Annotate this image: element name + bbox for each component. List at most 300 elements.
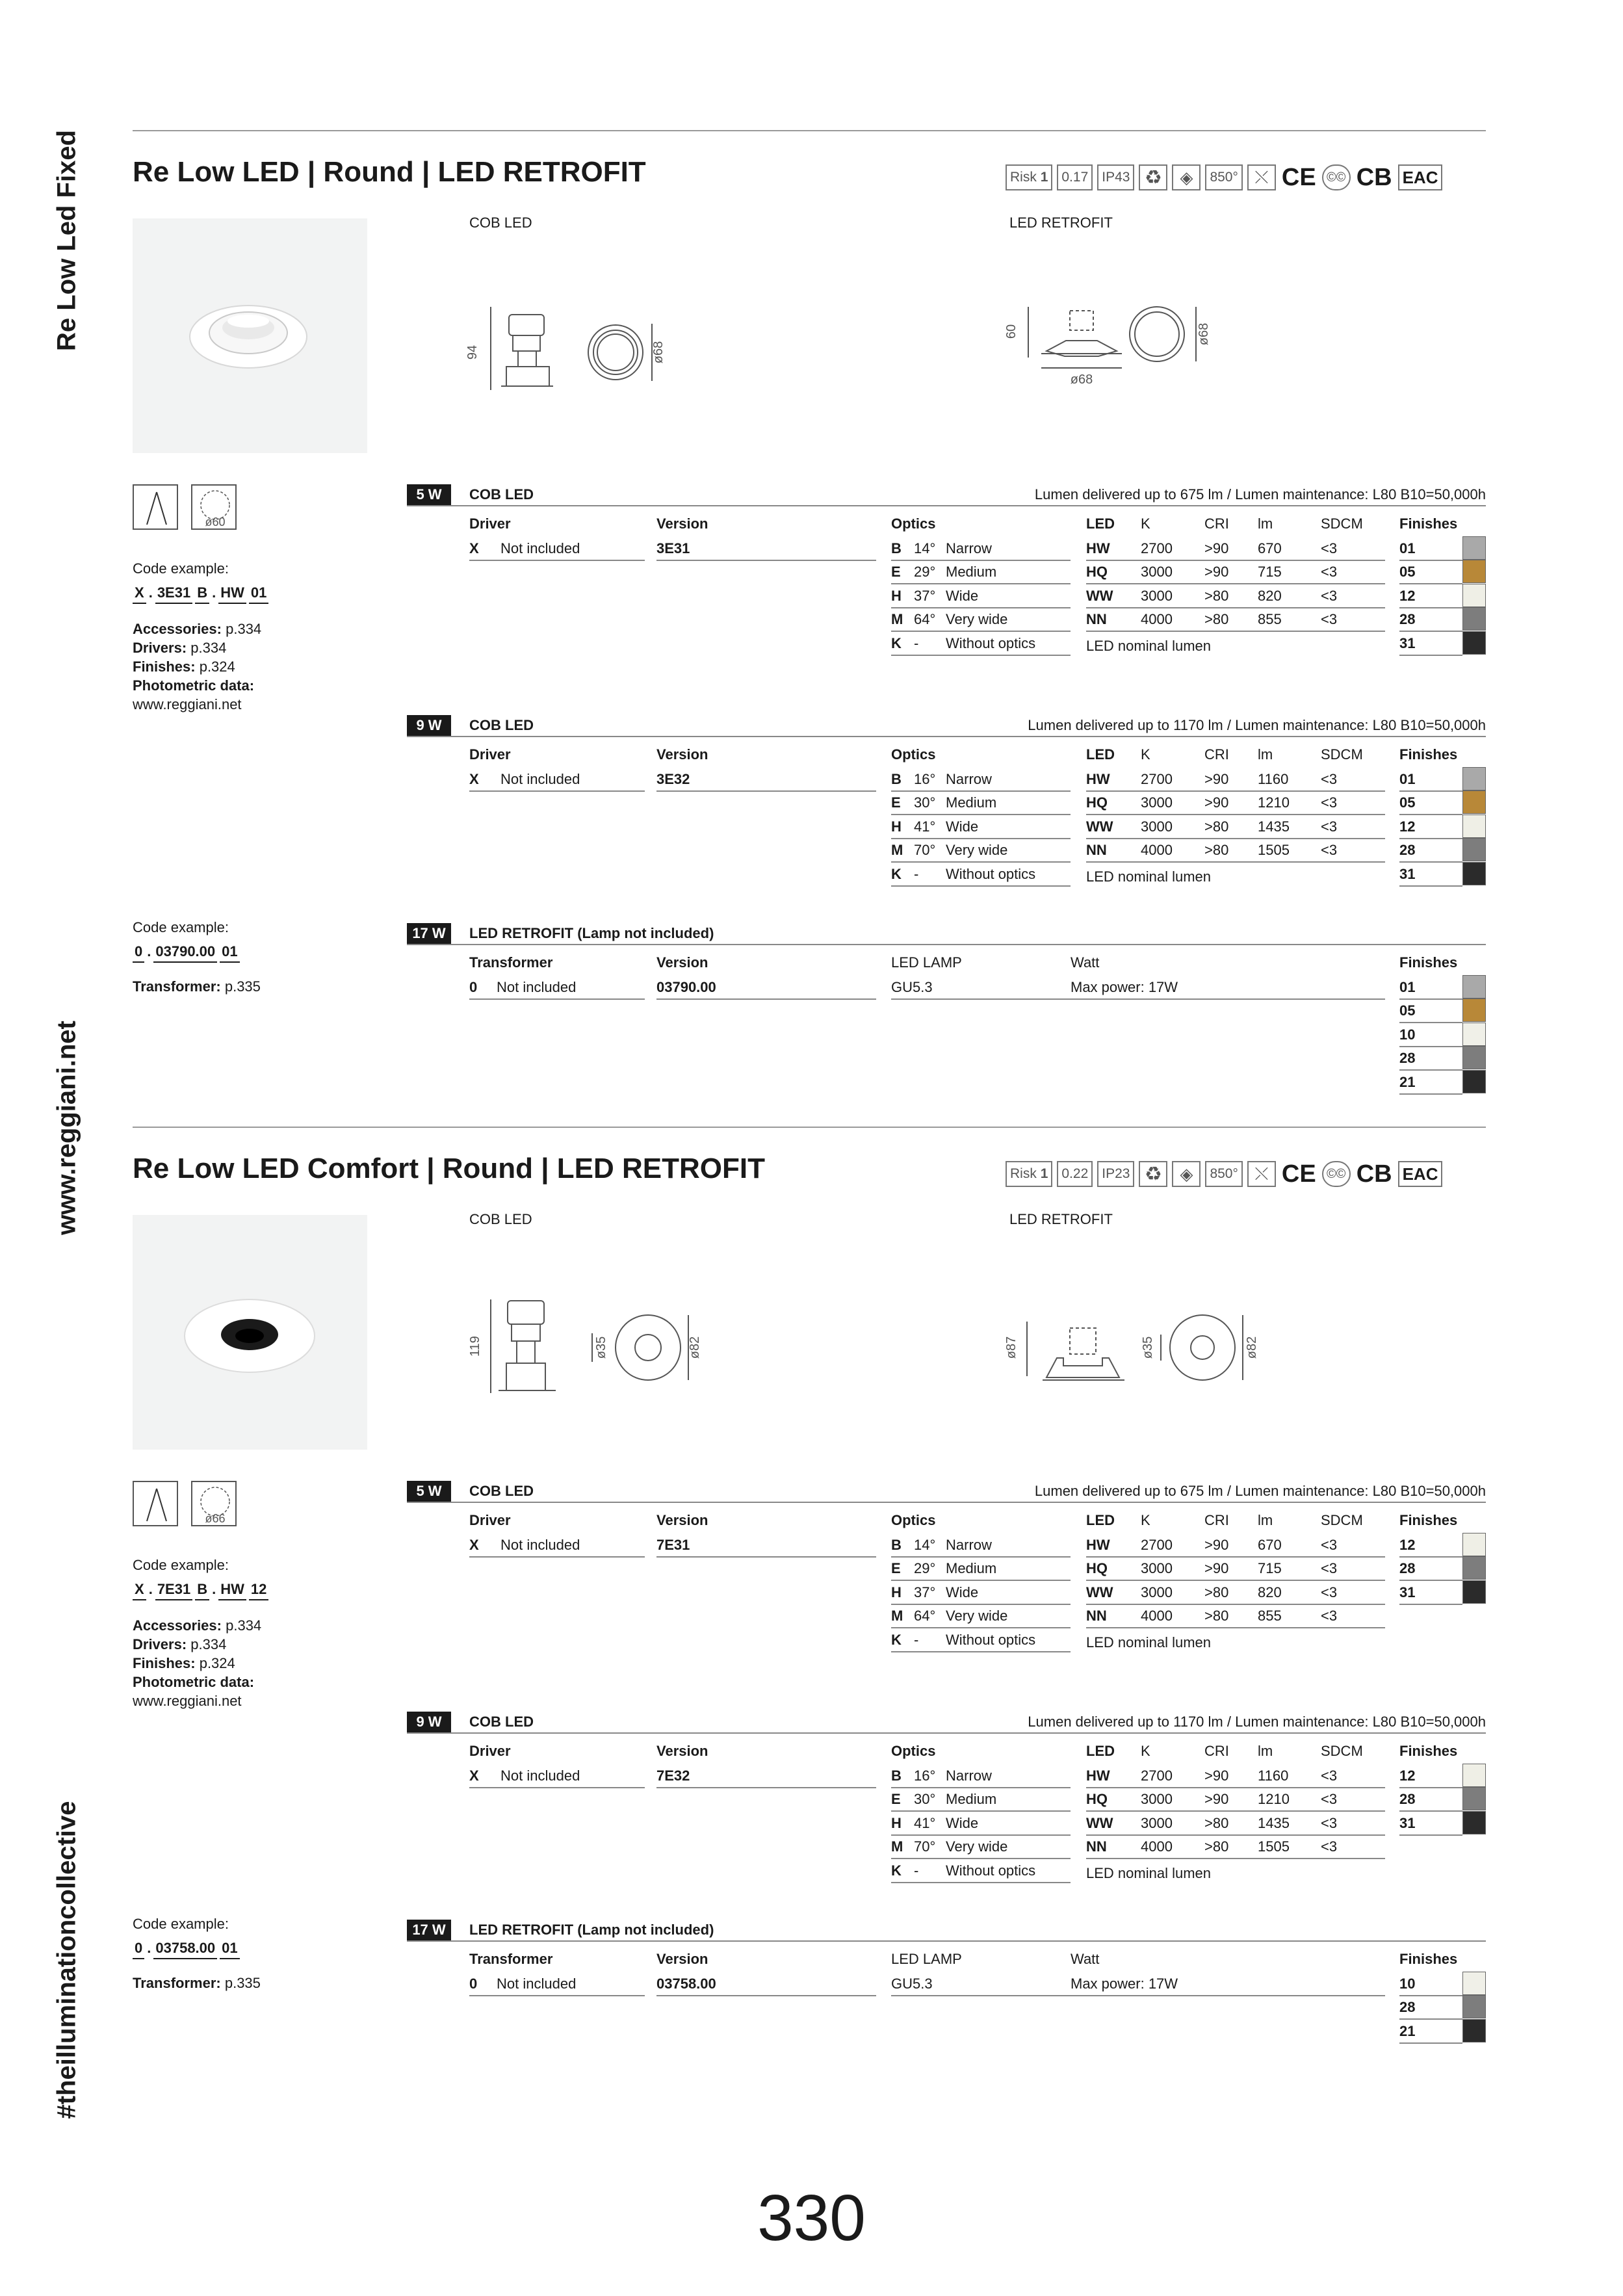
- led-cri: >90: [1204, 1791, 1229, 1808]
- led-code: HW: [1086, 1768, 1110, 1784]
- lamp-underline: [891, 1995, 1071, 1996]
- led-underline: [1086, 1810, 1385, 1812]
- optic-name: Very wide: [946, 1608, 1008, 1624]
- led-lm: 820: [1258, 587, 1282, 604]
- led-lm: 855: [1258, 611, 1282, 628]
- k-header: K: [1141, 1512, 1150, 1528]
- optic-angle: 30°: [914, 1791, 936, 1808]
- temperature-icon: 850°: [1205, 164, 1242, 190]
- finish-swatch: [1462, 1070, 1486, 1093]
- optic-underline: [891, 655, 1071, 656]
- driver-header: Driver: [469, 515, 511, 532]
- optic-underline: [891, 1580, 1071, 1581]
- led-sdcm: <3: [1321, 1838, 1338, 1855]
- wattage-badge: 5 W: [407, 1481, 451, 1502]
- ccc-mark-icon: ©©: [1322, 1161, 1351, 1187]
- sdcm-header: SDCM: [1321, 1743, 1363, 1759]
- optic-angle: 29°: [914, 1560, 936, 1577]
- photometric-website[interactable]: www.reggiani.net: [133, 1693, 242, 1709]
- optic-angle: 30°: [914, 794, 936, 811]
- code-example-label: Code example:: [133, 1916, 229, 1932]
- finish-swatch: [1462, 815, 1486, 838]
- version-underline: [656, 790, 876, 792]
- led-code: HQ: [1086, 794, 1108, 811]
- cob-diagram-label: COB LED: [469, 1211, 532, 1227]
- optics-header: Optics: [891, 1512, 936, 1528]
- reference-links: [133, 620, 268, 714]
- transformer-header: Transformer: [469, 1951, 553, 1967]
- retrofit-outer-dim: ø87: [1004, 1336, 1019, 1359]
- finish-swatch: [1462, 1533, 1486, 1556]
- optic-angle: 41°: [914, 1814, 936, 1831]
- led-underline: [1086, 790, 1385, 792]
- product-title: Re Low LED Comfort | Round | LED RETROFIT: [133, 1153, 765, 1184]
- optic-underline: [891, 1651, 1071, 1652]
- version-underline: [656, 998, 876, 1000]
- power-value: Max power: 17W: [1071, 1976, 1178, 1992]
- retrofit-inner-dim: ø35: [1141, 1336, 1155, 1359]
- led-sdcm: <3: [1321, 1608, 1338, 1624]
- led-lm: 1160: [1258, 771, 1289, 787]
- finish-code: 28: [1399, 842, 1416, 859]
- wattage-badge: 5 W: [407, 484, 451, 505]
- led-underline: [1086, 1834, 1385, 1836]
- driver-underline: [469, 790, 645, 792]
- beam-icons: [133, 484, 237, 530]
- code-segment: 0: [133, 1938, 144, 1959]
- cob-outer-dim: ø82: [688, 1336, 702, 1359]
- led-sdcm: <3: [1321, 1768, 1338, 1784]
- cob-technical-drawing: [465, 1296, 702, 1406]
- optic-code: H: [891, 587, 902, 604]
- optic-name: Wide: [946, 587, 979, 604]
- finishes-header: Finishes: [1399, 1951, 1458, 1967]
- side-website[interactable]: www.reggiani.net: [52, 1021, 81, 1235]
- optic-name: Narrow: [946, 771, 992, 787]
- optic-underline: [891, 1810, 1071, 1812]
- led-lm: 670: [1258, 540, 1282, 556]
- led-sdcm: <3: [1321, 818, 1338, 835]
- version-header: Version: [656, 1512, 708, 1528]
- reference-links: [133, 1616, 268, 1710]
- led-k: 3000: [1141, 564, 1173, 581]
- finish-underline: [1399, 1810, 1462, 1812]
- led-nominal-note: LED nominal lumen: [1086, 1864, 1211, 1881]
- finish-code: 28: [1399, 611, 1416, 628]
- led-k: 3000: [1141, 1791, 1173, 1808]
- svg-text:ø66: ø66: [205, 1512, 226, 1525]
- optics-header: Optics: [891, 1743, 936, 1759]
- code-segment: X: [133, 1580, 146, 1600]
- ip-rating-icon: IP23: [1097, 1161, 1134, 1187]
- optic-name: Without optics: [946, 865, 1036, 882]
- code-segment: 01: [249, 583, 268, 604]
- eac-mark-icon: EAC: [1398, 164, 1443, 190]
- optic-code: B: [891, 540, 902, 556]
- section-title: COB LED: [469, 1714, 534, 1730]
- cri-header: CRI: [1204, 1512, 1229, 1528]
- finish-underline: [1399, 838, 1462, 839]
- transformer-reference[interactable]: Transformer: p.335: [133, 1975, 261, 1991]
- product-title: Re Low LED | Round | LED RETROFIT: [133, 156, 646, 188]
- transformer-code: 0: [469, 979, 478, 995]
- reference-link[interactable]: Photometric data:: [133, 677, 255, 694]
- version-code: 3E31: [656, 540, 690, 556]
- version-header: Version: [656, 746, 708, 763]
- led-header: LED: [1086, 1743, 1115, 1759]
- finish-swatch: [1462, 1046, 1486, 1069]
- led-k: 4000: [1141, 1838, 1173, 1855]
- finish-code: 01: [1399, 979, 1416, 995]
- finish-code: 28: [1399, 1999, 1416, 2016]
- led-lm: 1505: [1258, 1838, 1290, 1855]
- finish-code: 28: [1399, 1560, 1416, 1577]
- photometric-website[interactable]: www.reggiani.net: [133, 696, 242, 712]
- k-header: K: [1141, 1743, 1150, 1759]
- finish-swatch: [1462, 790, 1486, 814]
- led-code: WW: [1086, 1584, 1113, 1600]
- no-insulation-cover-icon: ⤬: [1247, 1161, 1276, 1187]
- optic-name: Narrow: [946, 540, 992, 556]
- led-cri: >80: [1204, 1584, 1229, 1600]
- section-title: LED RETROFIT (Lamp not included): [469, 925, 714, 941]
- cob-height-dim: 119: [468, 1336, 482, 1357]
- optic-underline: [891, 1858, 1071, 1859]
- led-code: HW: [1086, 771, 1110, 787]
- code-separator: .: [212, 1581, 216, 1597]
- section-header: [407, 484, 1486, 506]
- optic-name: Without optics: [946, 1862, 1036, 1879]
- cri-header: CRI: [1204, 746, 1229, 763]
- transformer-label: Not included: [497, 979, 577, 995]
- led-underline: [1086, 1627, 1385, 1628]
- optic-name: Wide: [946, 1584, 979, 1600]
- watt-header: Watt: [1071, 1951, 1100, 1967]
- led-cri: >80: [1204, 842, 1229, 859]
- finish-underline: [1399, 1069, 1462, 1071]
- finish-swatch: [1462, 1787, 1486, 1810]
- led-sdcm: <3: [1321, 1791, 1338, 1808]
- lumen-info: Lumen delivered up to 1170 lm / Lumen maintenance: L80 B10=50,000h: [1028, 1714, 1486, 1730]
- finish-code: 05: [1399, 564, 1416, 581]
- finish-underline: [1399, 1604, 1462, 1605]
- code-segment: 03790.00: [153, 942, 217, 963]
- finish-swatch: [1462, 560, 1486, 583]
- led-lm: 1160: [1258, 1768, 1289, 1784]
- optic-underline: [891, 1882, 1071, 1883]
- finish-swatch: [1462, 536, 1486, 560]
- optic-code: E: [891, 1791, 901, 1808]
- finish-underline: [1399, 655, 1462, 656]
- finish-code: 01: [1399, 771, 1416, 787]
- reference-link[interactable]: Finishes: p.324: [133, 659, 235, 675]
- led-lm: 715: [1258, 1560, 1282, 1577]
- temperature-icon: 850°: [1205, 1161, 1242, 1187]
- code-segment: B: [195, 1580, 209, 1600]
- retrofit-section-header: [407, 923, 1486, 945]
- optic-underline: [891, 607, 1071, 608]
- code-segment: HW: [218, 583, 246, 604]
- optic-name: Narrow: [946, 1768, 992, 1784]
- reference-link[interactable]: Accessories: p.334: [133, 621, 262, 637]
- version-header: Version: [656, 1951, 708, 1967]
- code-example: [133, 1580, 268, 1600]
- code-separator: .: [148, 584, 153, 601]
- lamp-header: LED LAMP: [891, 1951, 962, 1967]
- lm-header: lm: [1258, 1512, 1273, 1528]
- led-code: NN: [1086, 1608, 1107, 1624]
- code-example: [133, 1938, 261, 1959]
- optic-code: E: [891, 1560, 901, 1577]
- finishes-header: Finishes: [1399, 746, 1458, 763]
- cb-mark-icon: CB: [1356, 1160, 1392, 1188]
- finish-code: 12: [1399, 587, 1416, 604]
- led-lm: 715: [1258, 564, 1282, 581]
- watt-icon: 0.22: [1057, 1161, 1093, 1187]
- led-lm: 1435: [1258, 1814, 1290, 1831]
- code-example-label: Code example:: [133, 560, 229, 577]
- finish-underline: [1399, 2018, 1462, 2020]
- code-separator: .: [212, 584, 216, 601]
- reference-link[interactable]: Drivers: p.334: [133, 640, 227, 656]
- led-sdcm: <3: [1321, 611, 1338, 628]
- finish-underline: [1399, 814, 1462, 815]
- reference-link[interactable]: Drivers: p.334: [133, 1636, 227, 1652]
- k-header: K: [1141, 515, 1150, 532]
- led-k: 3000: [1141, 1814, 1173, 1831]
- led-cri: >90: [1204, 540, 1229, 556]
- cutout-icon: [191, 484, 237, 530]
- retrofit-code-example-block: [133, 918, 261, 996]
- driver-underline: [469, 1787, 645, 1788]
- sdcm-header: SDCM: [1321, 1512, 1363, 1528]
- led-underline: [1086, 814, 1385, 815]
- version-underline: [656, 1995, 876, 1996]
- finish-code: 28: [1399, 1050, 1416, 1067]
- optic-name: Wide: [946, 818, 979, 835]
- led-k: 3000: [1141, 1560, 1173, 1577]
- retrofit-version-code: 03790.00: [656, 979, 716, 995]
- optic-angle: 64°: [914, 611, 936, 628]
- led-nominal-note: LED nominal lumen: [1086, 868, 1211, 885]
- lamp-value: GU5.3: [891, 979, 933, 995]
- optic-code: M: [891, 1608, 903, 1624]
- led-underline: [1086, 1787, 1385, 1788]
- lm-header: lm: [1258, 515, 1273, 532]
- code-example-block: [133, 1556, 268, 1710]
- led-k: 2700: [1141, 540, 1173, 556]
- led-code: WW: [1086, 1814, 1113, 1831]
- optic-name: Without optics: [946, 1631, 1036, 1648]
- beam-angle-icon: [133, 1481, 178, 1526]
- optic-underline: [891, 838, 1071, 839]
- led-code: HQ: [1086, 564, 1108, 581]
- code-segment: 7E31: [155, 1580, 192, 1600]
- led-sdcm: <3: [1321, 1814, 1338, 1831]
- finish-swatch: [1462, 1764, 1486, 1787]
- optic-angle: 37°: [914, 587, 936, 604]
- finish-underline: [1399, 560, 1462, 561]
- beam-angle-icon: [133, 484, 178, 530]
- finish-swatch: [1462, 1580, 1486, 1604]
- driver-label: Not included: [500, 1537, 580, 1553]
- transformer-reference[interactable]: Transformer: p.335: [133, 978, 261, 995]
- code-segment: HW: [218, 1580, 246, 1600]
- code-segment: X: [133, 583, 146, 604]
- side-hashtag: #theilluminationcollective: [52, 1801, 81, 2119]
- finish-swatch: [1462, 1811, 1486, 1834]
- optic-underline: [891, 583, 1071, 584]
- optic-angle: -: [914, 1862, 919, 1879]
- recycle-icon: ♻: [1139, 164, 1167, 190]
- finish-swatch: [1462, 584, 1486, 607]
- finish-code: 31: [1399, 865, 1416, 882]
- optics-header: Optics: [891, 746, 936, 763]
- finish-underline: [1399, 607, 1462, 608]
- optic-code: M: [891, 1838, 903, 1855]
- finish-underline: [1399, 790, 1462, 792]
- finish-underline: [1399, 1046, 1462, 1047]
- led-k: 3000: [1141, 1584, 1173, 1600]
- side-category: Re Low Led Fixed: [52, 129, 81, 352]
- optic-code: E: [891, 564, 901, 581]
- finish-code: 12: [1399, 818, 1416, 835]
- led-k: 3000: [1141, 587, 1173, 604]
- cob-diagram-label: COB LED: [469, 215, 532, 231]
- led-lm: 670: [1258, 1537, 1282, 1553]
- led-header: LED: [1086, 1512, 1115, 1528]
- optic-name: Very wide: [946, 611, 1008, 628]
- led-k: 3000: [1141, 818, 1173, 835]
- finish-underline: [1399, 885, 1462, 887]
- led-code: WW: [1086, 587, 1113, 604]
- section-header: [407, 1712, 1486, 1734]
- lamp-underline: [891, 998, 1071, 1000]
- finish-underline: [1399, 1787, 1462, 1788]
- led-sdcm: <3: [1321, 842, 1338, 859]
- finish-swatch: [1462, 767, 1486, 790]
- version-header: Version: [656, 954, 708, 971]
- ccc-mark-icon: ©©: [1322, 164, 1351, 190]
- finish-code: 05: [1399, 1002, 1416, 1019]
- led-k: 4000: [1141, 842, 1173, 859]
- finish-underline: [1399, 998, 1462, 1000]
- optic-code: M: [891, 611, 903, 628]
- finish-code: 10: [1399, 1026, 1416, 1043]
- optic-code: K: [891, 634, 902, 651]
- driver-underline: [469, 560, 645, 561]
- finish-code: 31: [1399, 634, 1416, 651]
- led-k: 4000: [1141, 1608, 1173, 1624]
- risk-group-icon: Risk 1: [1006, 164, 1052, 190]
- finish-swatch: [1462, 1023, 1486, 1046]
- optic-angle: 70°: [914, 842, 936, 859]
- reference-link[interactable]: Finishes: p.324: [133, 1655, 235, 1671]
- optic-underline: [891, 1834, 1071, 1836]
- optic-angle: 37°: [914, 1584, 936, 1600]
- section-header: [407, 1481, 1486, 1503]
- led-header: LED: [1086, 515, 1115, 532]
- power-underline: [1071, 1995, 1385, 1996]
- code-segment: 03758.00: [153, 1938, 217, 1959]
- led-cri: >80: [1204, 587, 1229, 604]
- optic-underline: [891, 1627, 1071, 1628]
- lumen-info: Lumen delivered up to 675 lm / Lumen maintenance: L80 B10=50,000h: [1034, 486, 1486, 502]
- version-header: Version: [656, 515, 708, 532]
- code-example-label: Code example:: [133, 919, 229, 935]
- led-underline: [1086, 838, 1385, 839]
- transformer-header: Transformer: [469, 954, 553, 971]
- led-header: LED: [1086, 746, 1115, 763]
- version-underline: [656, 1556, 876, 1558]
- driver-label: Not included: [500, 540, 580, 556]
- led-sdcm: <3: [1321, 1584, 1338, 1600]
- beam-icons: [133, 1481, 237, 1526]
- led-cri: >90: [1204, 1537, 1229, 1553]
- finish-underline: [1399, 861, 1462, 863]
- insulation-icon: ◈: [1172, 164, 1201, 190]
- product-rule: [133, 1127, 1486, 1128]
- optic-underline: [891, 560, 1071, 561]
- optic-name: Medium: [946, 564, 997, 581]
- finish-underline: [1399, 1834, 1462, 1836]
- version-header: Version: [656, 1743, 708, 1759]
- code-example-label: Code example:: [133, 1557, 229, 1573]
- finish-underline: [1399, 631, 1462, 632]
- section-title: LED RETROFIT (Lamp not included): [469, 1922, 714, 1938]
- led-sdcm: <3: [1321, 540, 1338, 556]
- led-code: NN: [1086, 611, 1107, 628]
- optic-name: Without optics: [946, 634, 1036, 651]
- lm-header: lm: [1258, 1743, 1273, 1759]
- page-number: 330: [757, 2182, 866, 2254]
- cutout-icon: [191, 1481, 237, 1526]
- cb-mark-icon: CB: [1356, 163, 1392, 191]
- optic-angle: 70°: [914, 1838, 936, 1855]
- led-underline: [1086, 1604, 1385, 1605]
- led-code: HW: [1086, 1537, 1110, 1553]
- section-header: [407, 715, 1486, 737]
- led-sdcm: <3: [1321, 587, 1338, 604]
- retrofit-width-dim: ø68: [1070, 372, 1093, 387]
- cob-technical-drawing: [465, 306, 679, 403]
- led-k: 2700: [1141, 771, 1173, 787]
- led-underline: [1086, 583, 1385, 584]
- optic-underline: [891, 861, 1071, 863]
- optic-angle: -: [914, 1631, 919, 1648]
- version-code: 3E32: [656, 771, 690, 787]
- finish-underline: [1399, 583, 1462, 584]
- led-lm: 1505: [1258, 842, 1290, 859]
- lamp-header: LED LAMP: [891, 954, 962, 971]
- led-lm: 820: [1258, 1584, 1282, 1600]
- cob-height-dim: 94: [465, 345, 480, 360]
- led-code: NN: [1086, 842, 1107, 859]
- reference-link[interactable]: Accessories: p.334: [133, 1617, 262, 1634]
- led-underline: [1086, 1580, 1385, 1581]
- lumen-info: Lumen delivered up to 675 lm / Lumen maintenance: L80 B10=50,000h: [1034, 1483, 1486, 1499]
- retrofit-diameter-dim: ø82: [1245, 1336, 1259, 1359]
- reference-link[interactable]: Photometric data:: [133, 1674, 255, 1690]
- recycle-icon: ♻: [1139, 1161, 1167, 1187]
- wattage-badge: 9 W: [407, 1712, 451, 1732]
- watt-icon: 0.17: [1057, 164, 1093, 190]
- led-cri: >90: [1204, 771, 1229, 787]
- optic-code: K: [891, 865, 902, 882]
- optic-underline: [891, 1604, 1071, 1605]
- optic-angle: 64°: [914, 1608, 936, 1624]
- driver-header: Driver: [469, 1743, 511, 1759]
